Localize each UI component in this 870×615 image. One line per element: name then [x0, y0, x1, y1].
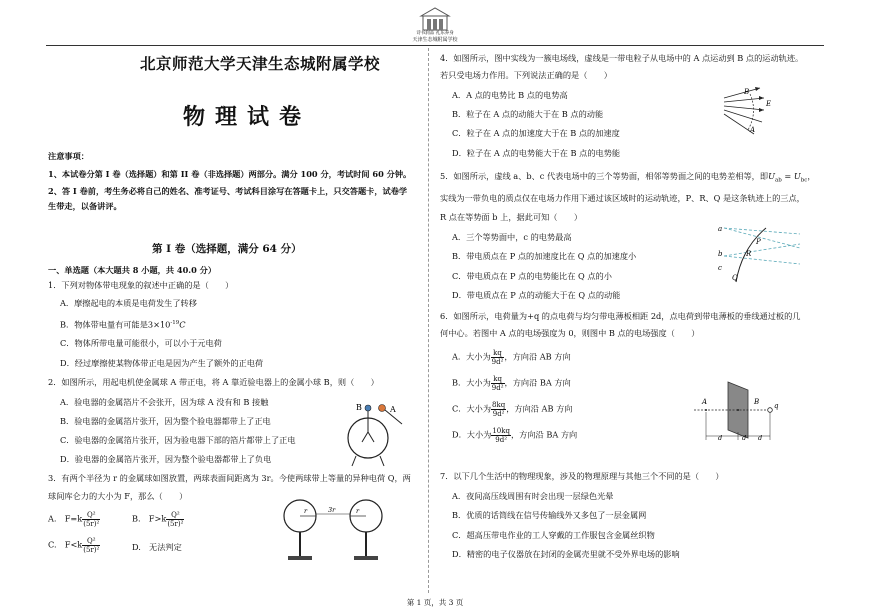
- logo-caption-2: 天津生态城附属学校: [412, 37, 458, 43]
- q4-option-a: A．A 点的电势比 B 点的电势高: [452, 90, 568, 100]
- q6-option-d-text: D．大小为: [452, 429, 492, 440]
- q6-b-den: 9d²: [491, 384, 504, 392]
- q6-option-b-text: B．大小为: [452, 377, 491, 388]
- q6-fig-d1: d: [718, 434, 723, 442]
- q3-option-a: [48, 511, 100, 528]
- q4-fig-b: B: [744, 88, 750, 96]
- q3-option-b-fraction: [166, 511, 184, 528]
- q4-option-b: B．粒子在 A 点的动能大于在 B 点的动能: [452, 109, 604, 119]
- q5-stem-text: 5．如图所示，虚线 a、b、c 代表电场中的三个等势面，相邻等势面之间的电势差相等，即: [440, 171, 769, 181]
- q6-fig-d3: d: [758, 434, 763, 442]
- q1-option-d: D．经过摩擦使某物体带正电是因为产生了额外的正电荷: [60, 358, 264, 368]
- q2-fig-label-b: B: [356, 403, 362, 412]
- school-name: 北京师范大学天津生态城附属学校: [140, 54, 381, 73]
- q4-stem-b: 若只受电场力作用。下列说法正确的是（ ）: [440, 70, 612, 80]
- q1-option-b-unit: C: [179, 319, 186, 330]
- q6-option-a-fraction: [491, 349, 505, 366]
- q6-a-num: kq: [491, 349, 505, 358]
- q4-option-c: C．粒子在 A 点的加速度大于在 B 点的加速度: [452, 128, 620, 138]
- q3-option-b-text: B. F>k: [132, 513, 167, 524]
- notice-line-2b: 生带走，以备讲评。: [48, 201, 122, 211]
- q1-option-a: A．摩擦起电的本质是电荷发生了转移: [60, 298, 197, 308]
- q4-fig-a: A: [750, 126, 756, 134]
- q6-b-num: kq: [491, 375, 505, 384]
- q5-fig-p: P: [756, 238, 761, 246]
- q5-stem-end: ，: [807, 171, 816, 181]
- q6-option-d-fraction: [491, 427, 511, 444]
- q1-option-b-value: 3×10: [147, 319, 171, 330]
- q4-stem-a: 4．如图所示，图中实线为一簇电场线，虚线是一带电粒子从电场中的 A 点运动到 B 点的运动轨迹。: [440, 53, 804, 63]
- part-1-heading: 一、单选题（本大题共 8 小题，共 40.0 分）: [48, 265, 217, 275]
- q5-sub-bc: bc: [800, 177, 808, 184]
- q3-stem-a: 3．有两个半径为 r 的金属球如图放置，两球表面间距离为 3r。今使两球带上等量的异种电荷 Q，两: [48, 473, 411, 483]
- q6-option-b: [452, 375, 571, 392]
- q3-option-c-text: C. F<k: [48, 539, 83, 550]
- q7-option-d: D．精密的电子仪器放在封闭的金属壳里就不受外界电场的影响: [452, 549, 680, 559]
- q5-sub-ab: ab: [774, 177, 782, 184]
- q5-option-d: D．带电质点在 P 点的动能大于在 Q 点的动能: [452, 290, 621, 300]
- q1-stem: 1．下列对物体带电现象的叙述中正确的是（ ）: [48, 280, 234, 290]
- q3-fig-3r: 3r: [328, 506, 336, 514]
- q6-option-b-fraction: [491, 375, 505, 392]
- q6-option-b-direction: ，方向沿 BA 方向: [504, 377, 571, 388]
- q1-option-c: C．物体所带电量可能很小，可以小于元电荷: [60, 338, 222, 348]
- q3-fig-r2: r: [356, 507, 360, 515]
- page-footer: 第 1 页，共 3 页: [406, 598, 464, 607]
- q5-option-b: B．带电质点在 P 点的加速度比在 Q 点的加速度小: [452, 251, 637, 261]
- q2-option-c: C．验电器的金属箔片张开，因为验电器下部的箔片都带上了正电: [60, 435, 296, 445]
- section-1-title: 第 I 卷（选择题，满分 64 分）: [152, 243, 302, 255]
- q5-stem-b: 实线为一带负电的质点仅在电场力作用下通过该区域时的运动轨迹，P、R、Q 是这条轨迹上的三点，: [440, 193, 805, 203]
- notice-line-1: 1、本试卷分第 I 卷（选择题）和第 II 卷（非选择题）两部分。满分 100 分，考试时间 60 分钟。: [48, 169, 412, 179]
- q6-stem-b: 何中心。若图中 A 点的电场强度为 0，则图中 B 点的电场强度（ ）: [440, 328, 700, 338]
- q2-option-d: D．验电器的金属箔片张开，因为整个验电器都带上了负电: [60, 454, 272, 464]
- q5-stem-c: R 点在等势面 b 上，据此可知（ ）: [440, 212, 583, 222]
- q4-fig-e: E: [766, 100, 772, 108]
- q1-option-b-text: B．物体带电量有可能是: [60, 319, 148, 330]
- q7-option-c: C．超高压带电作业的工人穿戴的工作服包含金属丝织物: [452, 530, 655, 540]
- q6-option-c-fraction: [491, 401, 506, 418]
- header-rule: [46, 45, 824, 46]
- q3-fig-r1: r: [304, 507, 308, 515]
- q6-c-num: 8kq: [492, 401, 506, 409]
- q3-b-num: Q²: [166, 511, 184, 520]
- q5-u2: = U: [781, 171, 801, 181]
- notice-line-2a: 2、答 I 卷前，考生务必将自己的姓名、准考证号、考试科目涂写在答题卡上，只交答题卡，试卷学: [48, 186, 408, 196]
- q3-c-den: (5r)²: [83, 546, 100, 554]
- q5-fig-c: c: [718, 264, 722, 272]
- q6-a-den: 9d²: [491, 358, 504, 366]
- exam-title: 物理试卷: [183, 104, 312, 130]
- q6-option-a: [452, 349, 571, 366]
- q3-stem-b: 球间库仑力的大小为 F，那么（ ）: [48, 491, 188, 501]
- q6-c-den: 9d²: [492, 410, 505, 418]
- q3-a-den: (5r)²: [83, 520, 100, 528]
- q6-fig-a: A: [702, 398, 708, 406]
- q6-option-c-direction: ，方向沿 AB 方向: [506, 403, 573, 414]
- q7-option-b: B．优质的话筒线在信号传输线外又多包了一层金属网: [452, 510, 647, 520]
- q6-fig-b: B: [754, 398, 760, 406]
- q2-stem: 2．如图所示，用起电机使金属球 A 带正电，将 A 靠近验电器上的金属小球 B，则（ ）: [48, 377, 379, 387]
- q6-d-den: 9d²: [495, 436, 508, 444]
- q2-option-b: B．验电器的金属箔片张开，因为整个验电器都带上了正电: [60, 416, 271, 426]
- q2-electroscope-figure: [338, 396, 418, 468]
- q3-b-den: (5r)²: [167, 520, 184, 528]
- q6-option-a-direction: ，方向沿 AB 方向: [504, 351, 571, 362]
- q3-two-spheres-figure: [270, 496, 400, 564]
- q2-fig-label-a: A: [390, 405, 396, 414]
- q5-u1: U: [768, 171, 775, 181]
- q6-option-c-text: C．大小为: [452, 403, 492, 414]
- q5-fig-b: b: [718, 250, 723, 258]
- q3-option-a-fraction: [82, 511, 100, 528]
- q5-equipotential-figure: [716, 222, 806, 288]
- q6-option-d-direction: ，方向沿 BA 方向: [510, 429, 578, 440]
- q6-fig-q: q: [774, 402, 779, 410]
- q4-option-d: D．粒子在 A 点的电势能大于在 B 点的电势能: [452, 148, 621, 158]
- q5-fig-r: R: [746, 250, 752, 258]
- logo-caption-1: 诗书润品 礼乐养身: [416, 31, 454, 36]
- column-divider: [428, 48, 429, 593]
- q5-option-c: C．带电质点在 P 点的电势能比在 Q 点的小: [452, 271, 612, 281]
- q6-option-d: [452, 427, 577, 444]
- q3-option-b: [132, 511, 184, 528]
- q5-fig-a: a: [718, 225, 723, 233]
- q2-option-a: A．验电器的金属箔片不会张开，因为球 A 没有和 B 接触: [60, 397, 269, 407]
- notice-heading: 注意事项：: [48, 151, 89, 161]
- q3-option-c: [48, 537, 100, 554]
- q4-field-lines-figure: [720, 84, 780, 142]
- q3-option-c-fraction: [82, 537, 100, 554]
- q5-stem-a: [440, 170, 816, 187]
- q3-option-a-text: A. F=k: [48, 513, 83, 524]
- q5-fig-q: Q: [732, 274, 738, 282]
- q6-stem-a: 6．如图所示，电荷量为+q 的点电荷与均匀带电薄板相距 2d，点电荷到带电薄板的垂线通过板的几: [440, 311, 801, 321]
- q7-option-a: A．夜间高压线周围有时会出现一层绿色光晕: [452, 491, 614, 501]
- q1-option-b: [60, 317, 186, 331]
- q6-option-c: [452, 401, 572, 418]
- q3-a-num: Q²: [82, 511, 100, 520]
- q6-charged-plate-figure: [690, 378, 790, 448]
- q7-stem: 7．以下几个生活中的物理现象，涉及的物理原理与其他三个不同的是（ ）: [440, 471, 724, 481]
- q3-option-d: D. 无法判定: [132, 542, 182, 552]
- q5-option-a: A．三个等势面中，c 的电势最高: [452, 232, 572, 242]
- q6-d-num: 10kq: [492, 427, 510, 435]
- q6-fig-d2: d: [742, 434, 747, 442]
- q1-option-b-exponent: -19: [170, 320, 180, 326]
- q6-option-a-text: A．大小为: [452, 351, 491, 362]
- q3-c-num: Q²: [82, 537, 100, 546]
